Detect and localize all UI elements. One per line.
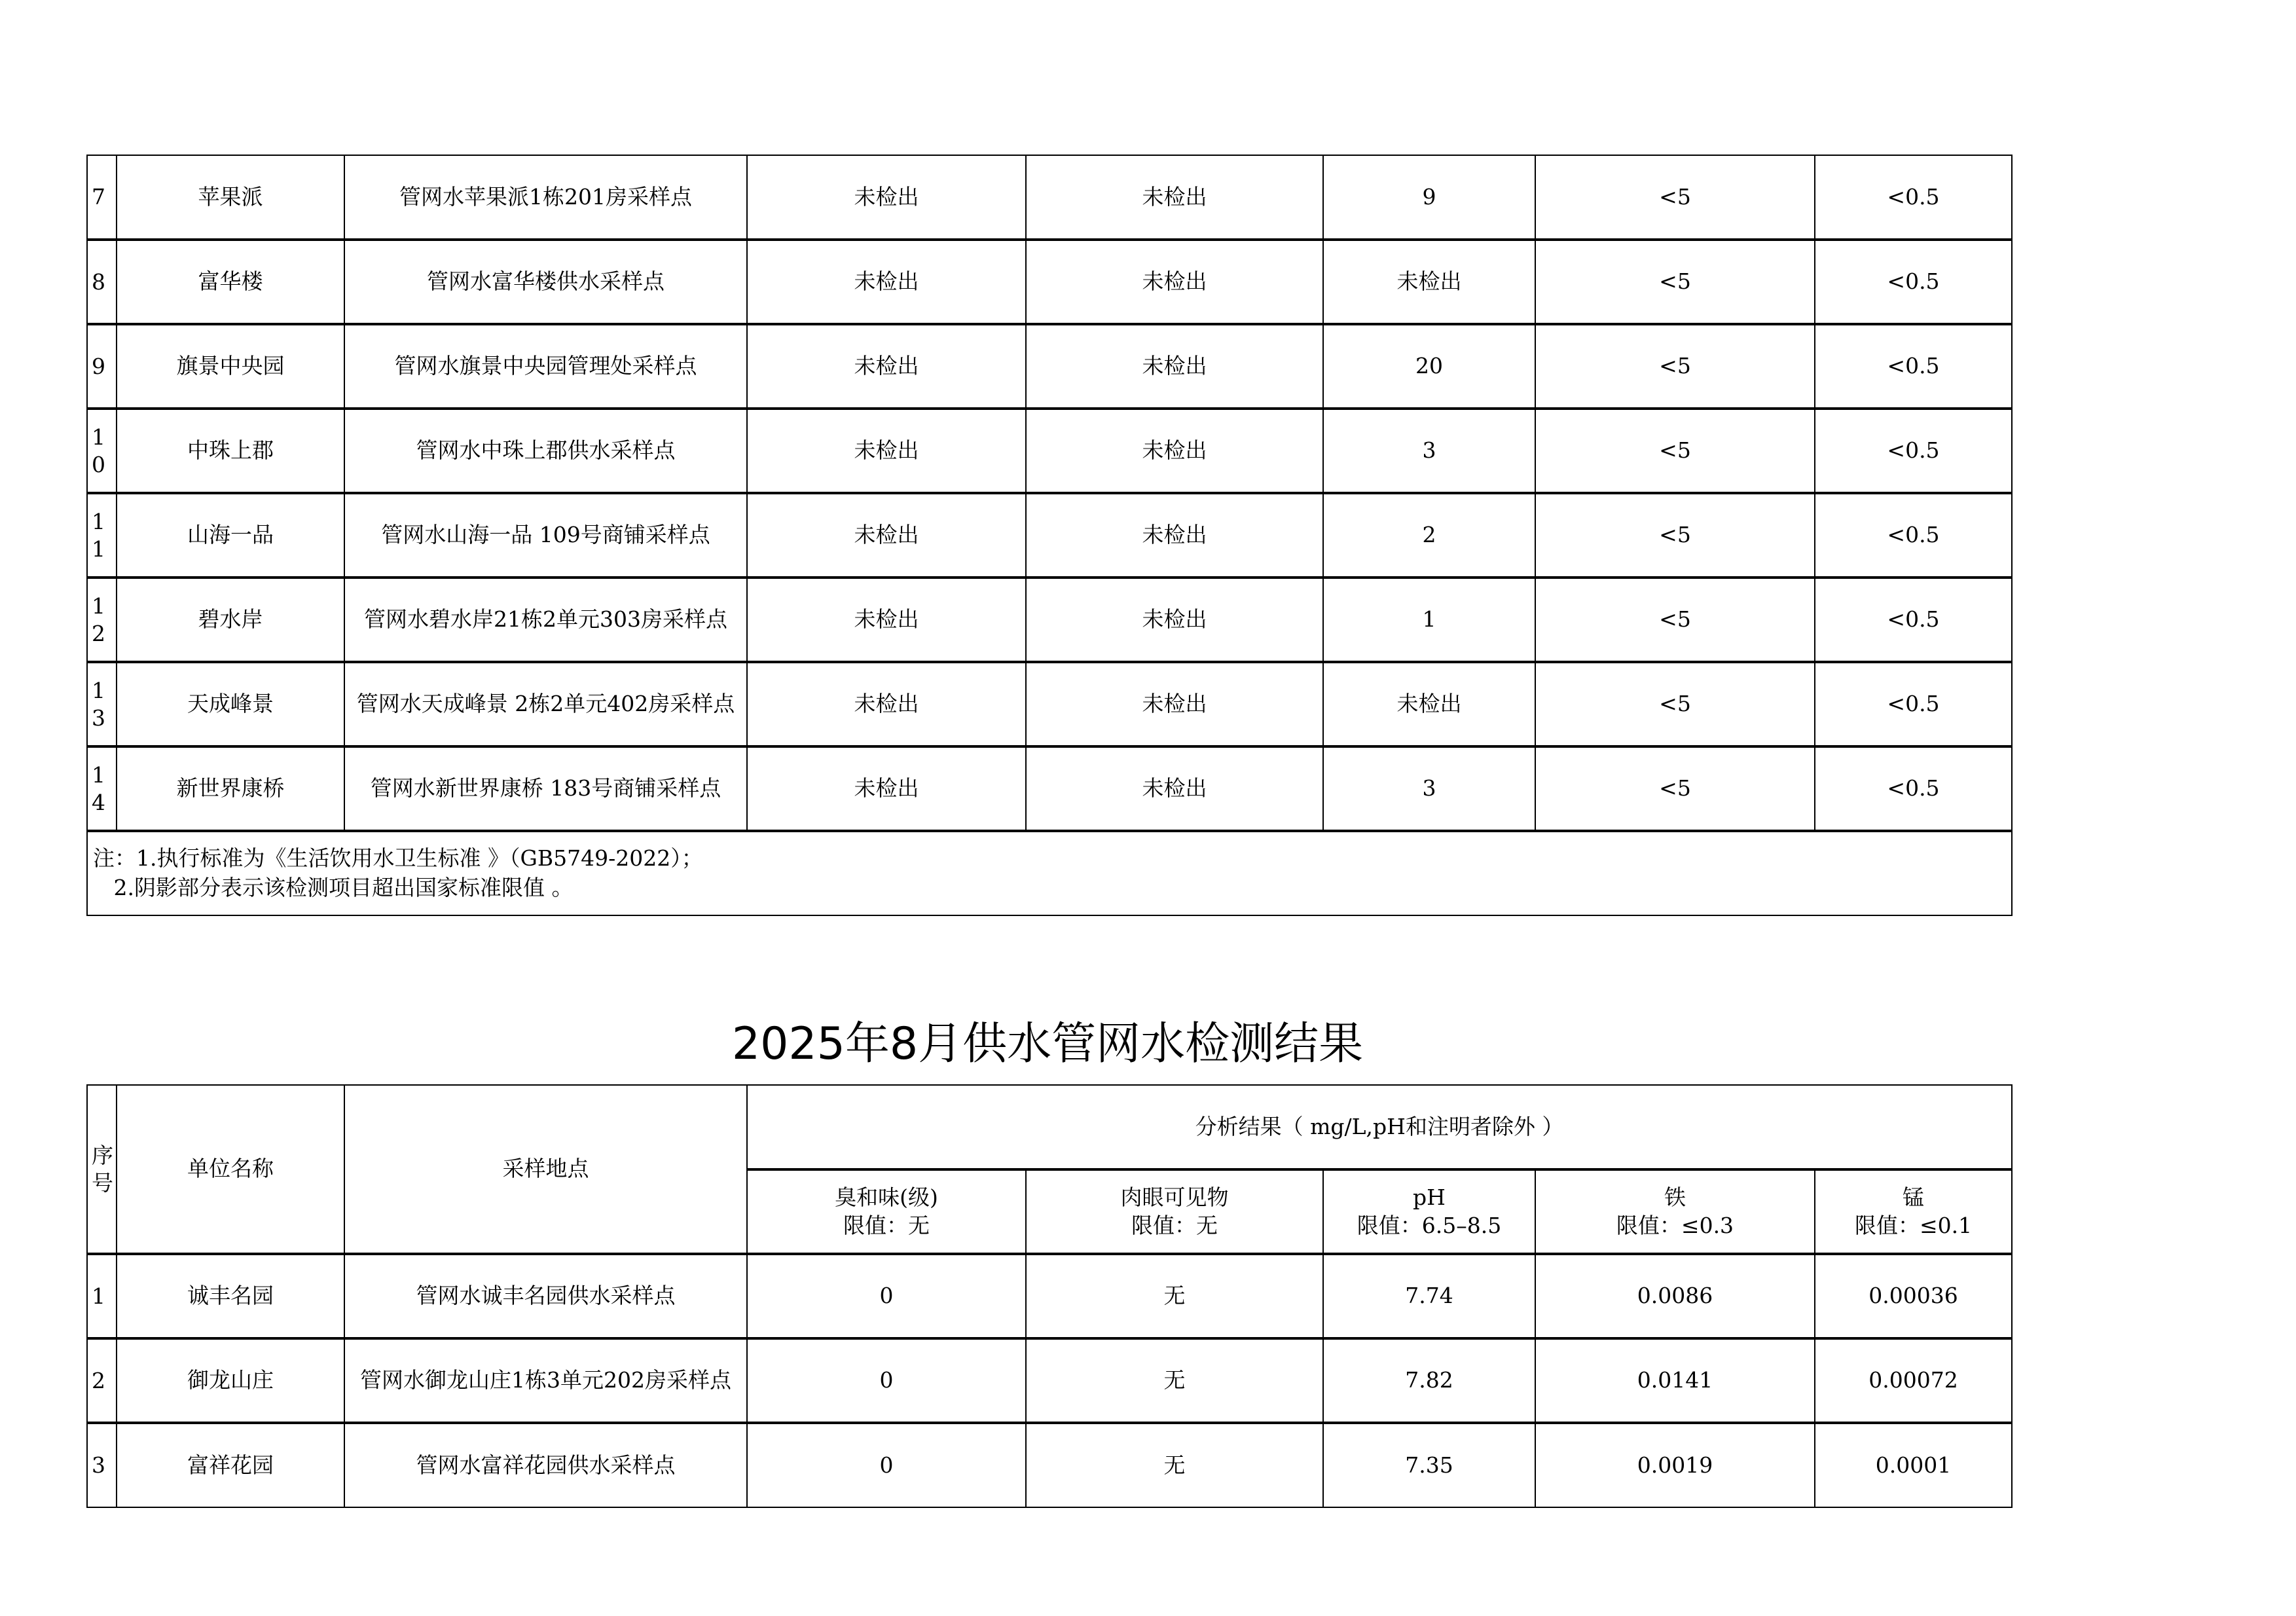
sampling-site: 管网水天成峰景 2栋2单元402房采样点 [344,662,747,746]
value-cell: 无 [1026,1338,1323,1423]
value-cell: 无 [1026,1254,1323,1338]
unit-name: 碧水岸 [117,578,344,662]
value-cell: <0.5 [1815,155,2012,240]
value-cell: <0.5 [1815,409,2012,493]
notes-row [87,831,2012,915]
value-cell: <5 [1535,240,1815,324]
sampling-site: 管网水富祥花园供水采样点 [344,1423,747,1507]
header-manganese: 锰 限值：≤0.1 [1815,1169,2012,1254]
value-cell: 未检出 [1026,155,1323,240]
row-number: 13 [87,662,117,746]
value-cell: 未检出 [747,662,1026,746]
value-cell: 未检出 [747,324,1026,409]
row-number: 11 [87,493,117,578]
value-cell: 未检出 [1026,493,1323,578]
unit-name: 山海一品 [117,493,344,578]
unit-name: 富华楼 [117,240,344,324]
notes [87,831,2012,915]
row-number: 12 [87,578,117,662]
value-cell: 0.0001 [1815,1423,2012,1507]
header-odor: 臭和味(级) 限值：无 [747,1169,1026,1254]
sampling-site: 管网水御龙山庄1栋3单元202房采样点 [344,1338,747,1423]
value-cell: 0 [747,1338,1026,1423]
note-line-1: 注：1.执行标准为《生活饮用水卫生标准 》（GB5749-2022）； [93,845,703,872]
value-cell: 未检出 [747,578,1026,662]
unit-name: 富祥花园 [117,1423,344,1507]
value-cell: 未检出 [1026,324,1323,409]
unit-name: 苹果派 [117,155,344,240]
row-number: 8 [87,240,117,324]
sampling-site: 管网水中珠上郡供水采样点 [344,409,747,493]
header-ph: pH 限值：6.5–8.5 [1323,1169,1535,1254]
unit-name: 新世界康桥 [117,746,344,831]
sampling-site: 管网水苹果派1栋201房采样点 [344,155,747,240]
value-cell: 未检出 [747,746,1026,831]
table-row [87,324,2012,409]
value-cell: 2 [1323,493,1535,578]
value-cell: 未检出 [1323,240,1535,324]
value-cell: 7.82 [1323,1338,1535,1423]
table-row [87,493,2012,578]
value-cell: 3 [1323,409,1535,493]
value-cell: 未检出 [747,155,1026,240]
page-title: 2025年8月供水管网水检测结果 [731,1018,1364,1070]
value-cell: 0 [747,1423,1026,1507]
value-cell: 20 [1323,324,1535,409]
value-cell: 1 [1323,578,1535,662]
value-cell: <5 [1535,155,1815,240]
value-cell: 未检出 [1026,578,1323,662]
row-number: 9 [87,324,117,409]
value-cell: 未检出 [1026,409,1323,493]
value-cell: 7.35 [1323,1423,1535,1507]
header-row [87,1085,2012,1169]
value-cell: <5 [1535,324,1815,409]
row-number: 3 [87,1423,117,1507]
table-row [87,240,2012,324]
value-cell: <0.5 [1815,746,2012,831]
unit-name: 天成峰景 [117,662,344,746]
value-cell: 未检出 [1026,240,1323,324]
table-row [87,409,2012,493]
sampling-site: 管网水旗景中央园管理处采样点 [344,324,747,409]
value-cell: 无 [1026,1423,1323,1507]
unit-name: 旗景中央园 [117,324,344,409]
value-cell: 0.0086 [1535,1254,1815,1338]
row-number: 1 [87,1254,117,1338]
table-row [87,155,2012,240]
sampling-site: 管网水新世界康桥 183号商铺采样点 [344,746,747,831]
value-cell: 0.0019 [1535,1423,1815,1507]
row-number: 2 [87,1338,117,1423]
value-cell: <5 [1535,578,1815,662]
header-analysis-group: 分析结果（ mg/L,pH和注明者除外 ） [747,1085,2012,1169]
row-number: 7 [87,155,117,240]
row-number: 10 [87,409,117,493]
value-cell: 3 [1323,746,1535,831]
value-cell: 0 [747,1254,1026,1338]
note-line-2: 2.阴影部分表示该检测项目超出国家标准限值 。 [93,875,574,900]
sampling-site: 管网水诚丰名园供水采样点 [344,1254,747,1338]
value-cell: 9 [1323,155,1535,240]
value-cell: 0.0141 [1535,1338,1815,1423]
sampling-site: 管网水富华楼供水采样点 [344,240,747,324]
value-cell: <5 [1535,493,1815,578]
header-visible-matter: 肉眼可见物 限值：无 [1026,1169,1323,1254]
value-cell: 未检出 [1026,746,1323,831]
value-cell: 未检出 [747,493,1026,578]
header-no: 序号 [87,1085,117,1254]
value-cell: 7.74 [1323,1254,1535,1338]
table-row [87,746,2012,831]
header-iron: 铁 限值：≤0.3 [1535,1169,1815,1254]
table-row [87,1254,2012,1338]
header-unit: 单位名称 [117,1085,344,1254]
value-cell: <0.5 [1815,493,2012,578]
results-table [86,1084,2013,1508]
value-cell: <5 [1535,409,1815,493]
value-cell: 未检出 [1026,662,1323,746]
value-cell: <0.5 [1815,324,2012,409]
table-row [87,1423,2012,1507]
value-cell: <5 [1535,746,1815,831]
value-cell: 未检出 [747,240,1026,324]
unit-name: 中珠上郡 [117,409,344,493]
value-cell: <0.5 [1815,662,2012,746]
sampling-site: 管网水山海一品 109号商铺采样点 [344,493,747,578]
value-cell: 0.00072 [1815,1338,2012,1423]
table-row [87,1338,2012,1423]
unit-name: 御龙山庄 [117,1338,344,1423]
header-site: 采样地点 [344,1085,747,1254]
value-cell: 未检出 [747,409,1026,493]
value-cell: 未检出 [1323,662,1535,746]
table-row [87,662,2012,746]
value-cell: <5 [1535,662,1815,746]
value-cell: 0.00036 [1815,1254,2012,1338]
results-table-continued [86,155,2013,916]
sampling-site: 管网水碧水岸21栋2单元303房采样点 [344,578,747,662]
table-row [87,578,2012,662]
value-cell: <0.5 [1815,578,2012,662]
unit-name: 诚丰名园 [117,1254,344,1338]
row-number: 14 [87,746,117,831]
value-cell: <0.5 [1815,240,2012,324]
